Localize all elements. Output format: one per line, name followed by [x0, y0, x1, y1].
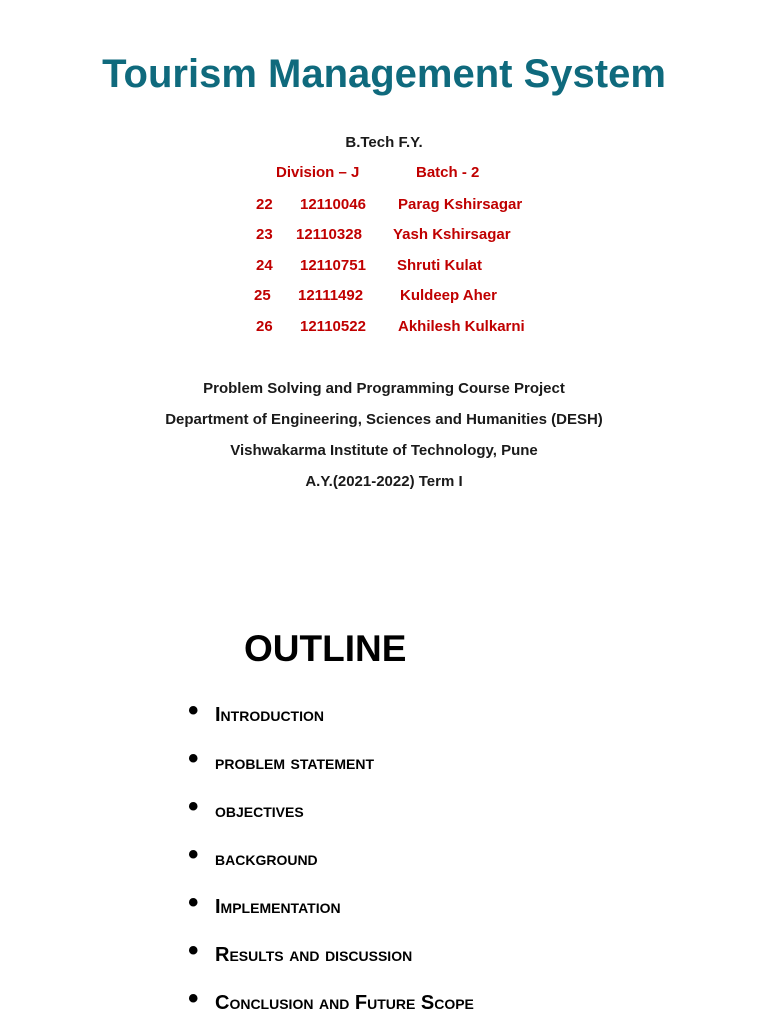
division-label: Division – J: [276, 164, 360, 181]
member-roll: 24: [256, 257, 273, 274]
member-name: Kuldeep Aher: [400, 287, 497, 304]
member-id: 12110046: [300, 196, 366, 213]
bullet-icon: •: [188, 982, 199, 1015]
outline-item-label: background: [215, 848, 318, 870]
bullet-icon: •: [188, 694, 199, 727]
slide-title: Tourism Management System: [102, 52, 666, 96]
bullet-icon: •: [188, 838, 199, 871]
member-row: [0, 226, 768, 248]
member-roll: 26: [256, 318, 273, 335]
member-roll: 25: [254, 287, 271, 304]
bullet-icon: •: [188, 742, 199, 775]
member-row: [0, 318, 768, 340]
member-row: [0, 196, 768, 218]
member-roll: 23: [256, 226, 273, 243]
member-name: Yash Kshirsagar: [393, 226, 511, 243]
outline-title: OUTLINE: [244, 628, 407, 669]
member-name: Parag Kshirsagar: [398, 196, 523, 213]
bullet-icon: •: [188, 790, 199, 823]
outline-item-label: objectives: [215, 800, 304, 822]
member-id: 12110751: [300, 257, 366, 274]
member-id: 12110522: [300, 318, 366, 335]
academic-year-line: A.Y.(2021-2022) Term I: [305, 473, 463, 490]
member-roll: 22: [256, 196, 273, 213]
outline-item-label: Introduction: [215, 704, 324, 726]
outline-item-label: Conclusion and Future Scope: [215, 992, 474, 1014]
bullet-icon: •: [188, 934, 199, 967]
institute-line: Vishwakarma Institute of Technology, Pune: [230, 442, 538, 459]
outline-item-label: Results and discussion: [215, 944, 413, 966]
member-id: 12111492: [298, 287, 364, 304]
program-label: B.Tech F.Y.: [345, 134, 423, 151]
member-row: [0, 287, 768, 309]
member-name: Shruti Kulat: [397, 257, 482, 274]
outline-item-label: Implementation: [215, 896, 341, 918]
batch-label: Batch - 2: [416, 164, 480, 181]
member-id: 12110328: [296, 226, 362, 243]
member-name: Akhilesh Kulkarni: [398, 318, 525, 335]
bullet-icon: •: [188, 886, 199, 919]
outline-slide: [0, 580, 768, 1024]
member-row: [0, 257, 768, 279]
course-line: Problem Solving and Programming Course Project: [203, 380, 565, 397]
department-line: Department of Engineering, Sciences and Humanities (DESH): [165, 411, 603, 428]
outline-item-label: problem statement: [215, 752, 375, 774]
